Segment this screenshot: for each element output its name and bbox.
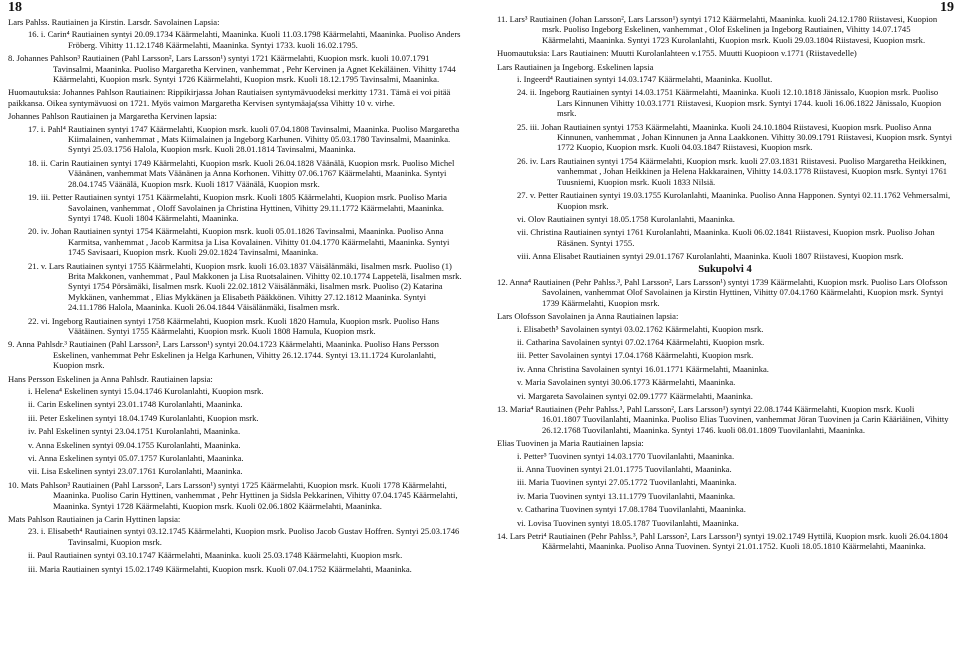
genealogy-entry: 18. ii. Carin Rautiainen syntyi 1749 Käärmelahti, Kuopion msrk. Kuoli 26.04.1828 Väänälä, Kuopion msrk. Puoliso Michel Väänänen, vanhemmat Mats Väänänen ja Anna Korhonen. Vihitty 07.06.1767 Käärmelahti, Maaninka. Syntyi 28.04.1745 Väänälä, Kuopion msrk. Kuoli 1817 Väänälä, Kuopion msrk. (28, 157, 455, 189)
genealogy-entry: i. Petter⁵ Tuovinen syntyi 14.03.1770 Tuovilanlahti, Maaninka. (517, 450, 735, 461)
genealogy-entry: 25. iii. Johan Rautiainen syntyi 1753 Käärmelahti, Maaninka. Kuoli 24.10.1804 Riistavesi, Kuopion msrk. Puoliso Anna Kinnunen, vanhemmat , Johan Kinnunen ja Anna Laakkonen. Vihitty 30.09.1791 Riistavesi, Kuopion msrk. Syntyi 1772 Kuopio, Kuopion msrk. Kuoli 04.03.1847 Riistavesi, Kuopion msrk. (517, 121, 953, 153)
genealogy-entry: iv. Pahl Eskelinen syntyi 23.04.1751 Kurolanlahti, Maaninka. (28, 426, 241, 437)
genealogy-entry: 20. iv. Johan Rautiainen syntyi 1754 Käärmelahti, Kuopion msrk. kuoli 05.01.1826 Tavinsalmi, Maaninka. Puoliso Anna Karmitsa, vanhemmat , Jacob Karmitsa ja Lisa Kovalainen. Vihitty 01.04.1770 Käärmelahti, Maaninka. Syntyi 1745 Savisaari, Kuopion msrk. Kuoli 29.02.1824 Tavinsalmi, Maaninka. (28, 226, 450, 258)
genealogy-entry: vi. Anna Eskelinen syntyi 05.07.1757 Kurolanlahti, Maaninka. (28, 453, 244, 464)
page-number-left: 18 (8, 0, 22, 15)
genealogy-entry: 23. i. Elisabeth⁴ Rautiainen syntyi 03.12.1745 Käärmelahti, Kuopion msrk. Puoliso Jacob Gustav Hoffren. Syntyi 25.03.1746 Tavinsalmi, Kuopion msrk. (28, 526, 460, 547)
genealogy-entry: 19. iii. Petter Rautiainen syntyi 1751 Käärmelahti, Kuopion msrk. Kuoli 1805 Käärmelahti, Kuopion msrk. Puoliso Maria Savolainen, vanhemmat , Oloff Savolainen ja Christina Hyttinen, Vihitty 29.11.1772 Käärmelahti, Maaninka. Syntyi 1748. Kuoli 1804 Käärmelahti, Maaninka. (28, 192, 447, 223)
genealogy-entry: vi. Olov Rautiainen syntyi 18.05.1758 Kurolanlahti, Maaninka. (517, 213, 735, 224)
children-heading: Lars Pahlss. Rautiainen ja Kirstin. Larsdr. Savolainen Lapsia: (8, 17, 220, 27)
children-heading: Mats Pahlson Rautiainen ja Carin Hyttinen lapsia: (8, 514, 181, 525)
genealogy-entry: iv. Maria Tuovinen syntyi 13.11.1779 Tuovilanlahti, Maaninka. (517, 490, 736, 501)
genealogy-entry: 16. i. Carin⁴ Rautiainen syntyi 20.09.1734 Käärmelahti, Maaninka. Kuoli 11.03.1798 Käärmelahti, Maaninka. Puoliso Anders Fröberg. Vihitty 11.12.1748 Käärmelahti, Maaninka. Syntyi 1733. kuoli 16.02.1795. (28, 29, 461, 50)
genealogy-entry: vi. Margareta Savolainen syntyi 02.09.1777 Käärmelahti, Maaninka. (517, 390, 753, 401)
children-heading: Lars Rautiainen ja Ingeborg. Eskelinen lapsia (497, 61, 654, 72)
genealogy-entry: 26. iv. Lars Rautiainen syntyi 1754 Käärmelahti, Kuopion msrk. kuoli 27.03.1831 Riistavesi. Puoliso Margaretha Heikkinen, vanhemmat , Johan Heikkinen ja Helena Hakkarainen, Vihitty 14.03.1778 Riistavesi, Kuopion msrk. Syntyi 1761 Tuusniemi, Kuopion msrk. Kuoli 1833 Nilsiä. (517, 155, 948, 187)
genealogy-entry: 12. Anna⁴ Rautiainen (Pehr Pahlss.³, Pahl Larsson², Lars Larsson¹) syntyi 1739 Käärmelahti, Kuopion msrk. Puoliso Lars Olofsson Savolainen, vanhemmat Olof Savolainen ja Kirstin Hyttinen, Vihitty 07.04.1760 Käärmelahti, Kuopion msrk. Syntyi 1739 Käärmelahti, Kuopion msrk. (497, 276, 948, 308)
genealogy-entry: Huomautuksia: Johannes Pahlson Rautiainen: Rippikirjassa Johan Rautiaisen syntymävuodeksi merkitty 1731. Tämä ei voi pitää paikkansa. Oikea syntymävuosi on 1721. Myös vaimon Margaretha Kervisen syntymäaja(ssa Vihitty 10 v. virhe. (8, 87, 451, 108)
genealogy-entry: iii. Maria Rautiainen syntyi 15.02.1749 Käärmelahti, Kuopion msrk. Kuoli 07.04.1752 Käärmelahti, Maaninka. (28, 563, 412, 574)
genealogy-entry: iii. Maria Tuovinen syntyi 27.05.1772 Tuovilanlahti, Maaninka. (517, 477, 737, 488)
genealogy-entry: 24. ii. Ingeborg Rautiainen syntyi 14.03.1751 Käärmelahti, Maaninka. Kuoli 12.10.1818 Jänissalo, Kuopion msrk. Puoliso Lars Kinnunen Vihitty 10.03.1771 Riistavesi, Kuopion msrk. Syntyi 1744. kuoli 16.06.1822 Jänissalo, Kuopion msrk. (517, 87, 942, 119)
genealogy-entry: 21. v. Lars Rautiainen syntyi 1755 Käärmelahti, Kuopion msrk. kuoli 16.03.1837 Väisälänmäki, Iisalmen msrk. Puoliso (1) Brita Makkonen, vanhemmat , Paul Makkonen ja Lisa Ruotsalainen. Vihitty 02.10.1774 Lappetelä, Iisalmen msrk. Syntyi 1754 Pörsämäki, Iisalmen msrk. Kuoli 22.02.1812 Väisälänmäki, Iisalmen msrk. Puoliso (2) Katarina Mykkänen, vanhemmat , Elias Mykkänen ja Elisabeth Pääkkönen. Vihitty 27.12.1812 Maaninka. Syntyi 24.11.1786 Halola, Maaninka. Kuoli 26.04.1844 Väisälänmäki, Iisalmen msrk. (28, 260, 462, 313)
genealogy-entry: iii. Petter Savolainen syntyi 17.04.1768 Käärmelahti, Kuopion msrk. (517, 350, 754, 361)
genealogy-entry: i. Ingeerd⁴ Rautiainen syntyi 14.03.1747 Käärmelahti, Maaninka. Kuollut. (517, 74, 773, 85)
genealogy-entry: Huomautuksia: Lars Rautiainen: Muutti Kurolanlahteen v.1755. Muutti Kuopioon v.1771 (Riistavedelle) (497, 48, 857, 59)
genealogy-entry: 27. v. Petter Rautiainen syntyi 19.03.1755 Kurolanlahti, Maaninka. Puoliso Anna Happonen. Syntyi 02.11.1762 Vehmersalmi, Kuopion msrk. (517, 190, 951, 211)
genealogy-entry: i. Helena⁴ Eskelinen syntyi 15.04.1746 Kurolanlahti, Kuopion msrk. (28, 386, 264, 396)
genealogy-entry: v. Maria Savolainen syntyi 30.06.1773 Käärmelahti, Maaninka. (517, 377, 736, 388)
genealogy-entry: v. Anna Eskelinen syntyi 09.04.1755 Kurolanlahti, Maaninka. (28, 439, 241, 450)
section-heading: Sukupolvi 4 (698, 263, 752, 275)
genealogy-entry: iii. Peter Eskelinen syntyi 18.04.1749 Kurolanlahti, Kuopion msrk. (28, 412, 259, 423)
children-heading: Elias Tuovinen ja Maria Rautiainen lapsia: (497, 438, 644, 449)
genealogy-entry: vii. Lisa Eskelinen syntyi 23.07.1761 Kurolanlahti, Maaninka. (28, 466, 243, 477)
children-heading: Hans Persson Eskelinen ja Anna Pahlsdr. Rautiainen lapsia: (8, 373, 213, 384)
genealogy-entry: v. Catharina Tuovinen syntyi 17.08.1784 Tuovilanlahti, Maaninka. (517, 504, 746, 515)
genealogy-entry: 11. Lars³ Rautiainen (Johan Larsson², Lars Larsson¹) syntyi 1712 Käärmelahti, Maaninka. kuoli 24.12.1780 Riistavesi, Kuopion msrk. Puoliso Ingeborg Eskelinen, vanhemmat , Olof Eskelinen ja Ingeborg Rautiainen, Vihitty 14.07.1745 Käärmelahti, Maaninka. Syntyi 1723 Kurolanlahti, Kuopion msrk. Kuoli 29.03.1804 Riistavesi, Kuopion msrk. (497, 14, 938, 45)
genealogy-entry: ii. Catharina Savolainen syntyi 07.02.1764 Käärmelahti, Kuopion msrk. (517, 336, 765, 347)
genealogy-entry: 8. Johannes Pahlson³ Rautiainen (Pahl Larsson², Lars Larsson¹) syntyi 1721 Käärmelahti, Kuopion msrk. kuoli 10.07.1791 Tavinsalmi, Maaninka. Puoliso Margaretha Kervinen, vanhemmat , Pehr Kervinen ja Agnet Kekäläinen. Vihitty 1744 Käärmelahti, Kuopion msrk. Syntyi 1726 Käärmelahti, Kuopion msrk. Kuoli 18.12.1795 Tavinsalmi, Maaninka. (8, 53, 456, 85)
genealogy-entry: 22. vi. Ingeborg Rautiainen syntyi 1758 Käärmelahti, Kuopion msrk. Kuoli 1820 Hamula, Kuopion msrk. Puoliso Hans Väätäinen. Syntyi 1755 Käärmelahti, Kuopion msrk. Kuoli 1808 Hamula, Kuopion msrk. (28, 315, 440, 336)
genealogy-entry: 9. Anna Pahlsdr.³ Rautiainen (Pahl Larsson², Lars Larsson¹) syntyi 20.04.1723 Käärmelahti, Maaninka. Puoliso Hans Persson Eskelinen, vanhemmat Pehr Eskelinen ja Helga Karhunen, Vihitty 26.12.1744. Syntyi 13.11.1724 Kurolanlahti, Kuopion msrk. (8, 339, 439, 371)
genealogy-entry: ii. Paul Rautiainen syntyi 03.10.1747 Käärmelahti, Maaninka. kuoli 25.03.1748 Käärmelahti, Kuopion msrk. (28, 550, 403, 561)
genealogy-entry: vi. Lovisa Tuovinen syntyi 18.05.1787 Tuovilanlahti, Maaninka. (517, 517, 739, 528)
children-heading: Lars Olofsson Savolainen ja Anna Rautiainen lapsia: (497, 311, 679, 322)
genealogy-entry: ii. Anna Tuovinen syntyi 21.01.1775 Tuovilanlahti, Maaninka. (517, 464, 732, 475)
genealogy-entry: iv. Anna Christina Savolainen syntyi 16.01.1771 Käärmelahti, Maaninka. (517, 363, 769, 374)
page-number-right: 19 (940, 0, 954, 15)
genealogy-entry: 17. i. Pahl⁴ Rautiainen syntyi 1747 Käärmelahti, Kuopion msrk. kuoli 07.04.1808 Tavinsalmi, Maaninka. Puoliso Margaretha Kiimalainen, vanhemmat , Mats Kiimalainen ja Ingeborg Karhunen. Vihitty 05.03.1780 Tavinsalmi, Maaninka. Syntyi 25.03.1756 Halola, Kuopion msrk. Kuoli 28.01.1814 Tavinsalmi, Maaninka. (28, 123, 460, 155)
genealogy-entry: vii. Christina Rautiainen syntyi 1761 Kurolanlahti, Maaninka. Kuoli 06.02.1841 Riistavesi, Kuopion msrk. Puoliso Johan Räsänen. Syntyi 1755. (517, 227, 935, 248)
genealogy-entry: viii. Anna Elisabet Rautiainen syntyi 29.01.1767 Kurolanlahti, Maaninka. Kuoli 1807 Riistavesi, Kuopion msrk. (517, 251, 904, 262)
children-heading: Johannes Pahlson Rautiainen ja Margaretha Kervinen lapsia: (8, 111, 217, 122)
genealogy-entry: 14. Lars Petri⁴ Rautiainen (Pehr Pahlss.³, Pahl Larsson², Lars Larsson¹) syntyi 19.02.1749 Hyttilä, Kuopion msrk. kuoli 26.04.1804 Käärmelahti, Maaninka. Puoliso Anna Tuovinen. Syntyi 21.01.1752. Kuoli 18.05.1810 Käärmelahti, Maaninka. (497, 531, 948, 552)
genealogy-entry: 10. Mats Pahlson³ Rautiainen (Pahl Larsson², Lars Larsson¹) syntyi 1725 Käärmelahti, Kuopion msrk. Kuoli 1778 Käärmelahti, Maaninka. Puoliso Carin Hyttinen, vanhemmat , Pehr Hyttinen ja Sidsla Pekkarinen, Vihitty 07.04.1745 Käärmelahti, Maaninka. Syntyi 1728 Käärmelahti, Kuopion msrk. Kuoli 02.06.1802 Käärmelahti, Maaninka. (8, 479, 458, 511)
genealogy-entry: i. Elisabeth⁵ Savolainen syntyi 03.02.1762 Käärmelahti, Kuopion msrk. (517, 323, 764, 334)
right-column (497, 14, 953, 650)
genealogy-entry: 13. Maria⁴ Rautiainen (Pehr Pahlss.³, Pahl Larsson², Lars Larsson¹) syntyi 22.08.1744 Käärmelahti, Kuopion msrk. Kuoli 16.01.1807 Tuovilanlahti, Maaninka. Puoliso Elias Tuovinen, vanhemmat Jöran Tuovinen ja Carin Kääriäinen, Vihitty 26.12.1768 Tuovilanlahti, Maaninka. Syntyi 1746. kuoli 08.01.1809 Tuovilanlahti, Maaninka. (497, 404, 949, 435)
genealogy-entry: ii. Carin Eskelinen syntyi 23.01.1748 Kurolanlahti, Maaninka. (28, 399, 243, 410)
left-column (8, 14, 464, 650)
